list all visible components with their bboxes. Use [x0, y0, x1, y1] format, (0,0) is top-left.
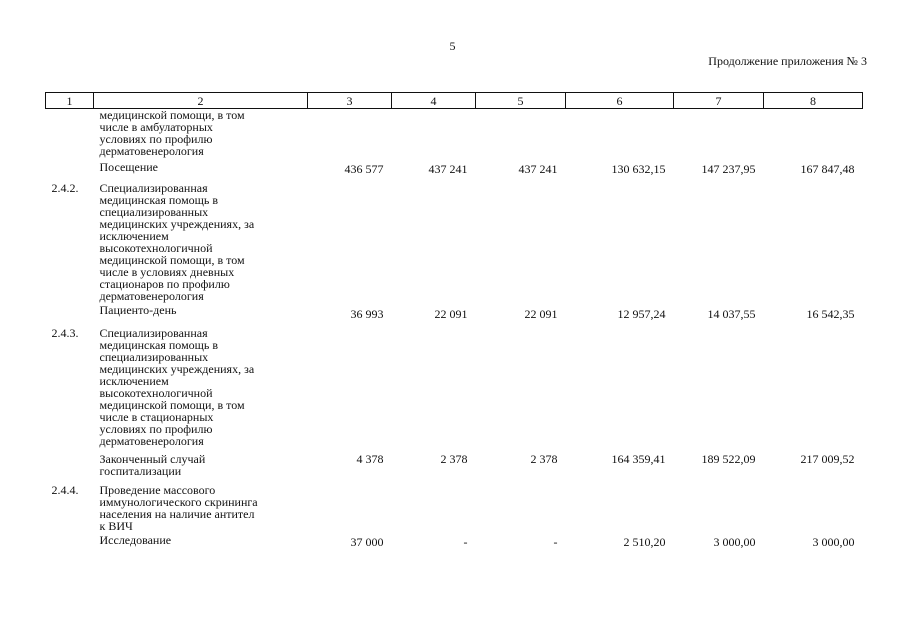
desc-line: к ВИЧ [99, 519, 133, 533]
row-code [46, 109, 94, 158]
desc-line: числе в амбулаторных [99, 120, 213, 134]
column-header: 6 [566, 93, 674, 109]
row-value: 3 000,00 [812, 535, 855, 549]
desc-line: дерматовенерология [99, 289, 204, 303]
row-value: 4 378 [356, 452, 384, 466]
row-value: 147 237,95 [701, 162, 756, 176]
table-row-unit [46, 447, 863, 477]
desc-line: медицинская помощь в [99, 338, 219, 352]
desc-line: условиях по профилю [99, 422, 213, 436]
desc-line: исключением [99, 374, 169, 388]
column-header: 7 [674, 93, 764, 109]
row-value: 217 009,52 [800, 452, 855, 466]
desc-line: иммунологического скрининга [99, 495, 258, 509]
row-value: 130 632,15 [611, 162, 666, 176]
row-unit [94, 302, 308, 320]
unit-line: Законченный случай [99, 452, 206, 466]
unit-line: Пациенто-день [99, 303, 177, 317]
desc-line: Специализированная [99, 326, 208, 340]
row-description [94, 484, 308, 532]
column-header-row [46, 93, 863, 109]
table-row [46, 327, 863, 447]
row-value: 2 510,20 [623, 535, 666, 549]
desc-line: исключением [99, 229, 169, 243]
desc-line: специализированных [99, 350, 209, 364]
row-code: 2.4.4. [51, 483, 79, 497]
desc-line: стационаров по профилю [99, 277, 230, 291]
table-row-unit [46, 532, 863, 548]
table-row-unit [46, 302, 863, 320]
row-value: - [463, 535, 468, 549]
unit-line: госпитализации [99, 464, 182, 478]
row-value: 22 091 [524, 307, 558, 321]
continuation-label: Продолжение приложения № 3 [708, 54, 867, 68]
desc-line: медицинской помощи, в том [99, 253, 245, 267]
row-unit [94, 157, 308, 175]
page-number: 5 [449, 39, 456, 53]
row-value: 2 378 [440, 452, 468, 466]
row-value: 167 847,48 [800, 162, 855, 176]
desc-line: медицинских учреждениях, за [99, 362, 255, 376]
row-value: 22 091 [434, 307, 468, 321]
data-table [45, 92, 863, 548]
table-row [46, 109, 863, 158]
row-value: 2 378 [530, 452, 558, 466]
desc-line: числе в стационарных [99, 410, 214, 424]
desc-line: медицинская помощь в [99, 193, 219, 207]
row-description [94, 109, 308, 158]
column-header: 3 [308, 93, 392, 109]
row-value: - [553, 535, 558, 549]
desc-line: медицинской помощи, в том [99, 108, 245, 122]
desc-line: населения на наличие антител [99, 507, 255, 521]
row-value: 189 522,09 [701, 452, 756, 466]
unit-line: Исследование [99, 533, 172, 547]
desc-line: специализированных [99, 205, 209, 219]
row-value: 14 037,55 [707, 307, 756, 321]
table-row-unit [46, 157, 863, 175]
desc-line: Специализированная [99, 181, 208, 195]
desc-line: условиях по профилю [99, 132, 213, 146]
row-value: 164 359,41 [611, 452, 666, 466]
row-value: 36 993 [350, 307, 384, 321]
desc-line: высокотехнологичной [99, 241, 213, 255]
row-code: 2.4.3. [51, 326, 79, 340]
desc-line: медицинской помощи, в том [99, 398, 245, 412]
row-value: 437 241 [428, 162, 468, 176]
desc-line: высокотехнологичной [99, 386, 213, 400]
column-header: 4 [392, 93, 476, 109]
row-unit [94, 532, 308, 548]
desc-line: Проведение массового [99, 483, 216, 497]
column-header: 1 [46, 93, 94, 109]
desc-line: дерматовенерология [99, 144, 204, 158]
column-header: 2 [94, 93, 308, 109]
column-header: 5 [476, 93, 566, 109]
row-description [94, 327, 308, 447]
row-value: 436 577 [344, 162, 384, 176]
unit-line: Посещение [99, 160, 158, 174]
row-description [94, 182, 308, 302]
row-code: 2.4.2. [51, 181, 79, 195]
row-value: 12 957,24 [617, 307, 666, 321]
table-row [46, 484, 863, 532]
desc-line: числе в условиях дневных [99, 265, 235, 279]
row-value: 37 000 [350, 535, 384, 549]
row-unit [94, 447, 308, 477]
row-value: 437 241 [518, 162, 558, 176]
desc-line: дерматовенерология [99, 434, 204, 448]
desc-line: медицинских учреждениях, за [99, 217, 255, 231]
row-value: 3 000,00 [713, 535, 756, 549]
column-header: 8 [764, 93, 863, 109]
row-value: 16 542,35 [806, 307, 855, 321]
table-row [46, 182, 863, 302]
